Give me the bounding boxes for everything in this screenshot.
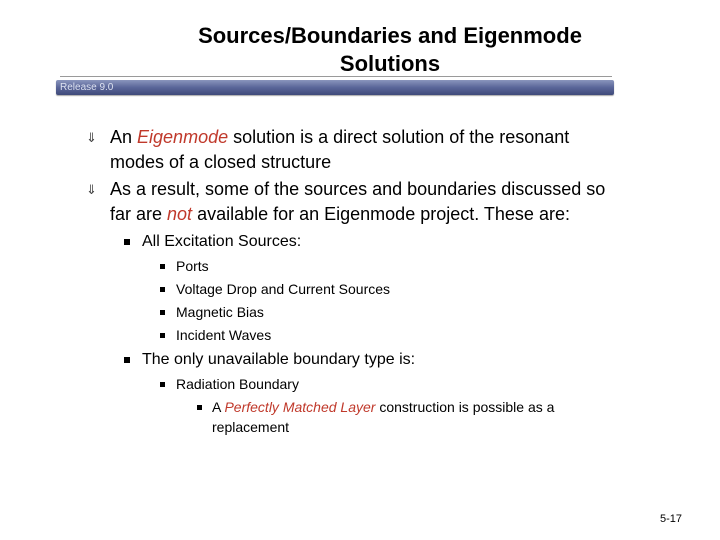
square-bullet-icon bbox=[160, 382, 165, 387]
bullet-text: solution is a direct solution of the resonant bbox=[228, 127, 570, 147]
arrow-bullet-icon: ⇓ bbox=[86, 182, 97, 197]
bullet-line bbox=[110, 125, 670, 150]
bullet-text: An bbox=[110, 127, 138, 147]
bullet-line: modes of a closed structure bbox=[110, 152, 332, 172]
list-item-voltage-current: Voltage Drop and Current Sources bbox=[176, 281, 391, 297]
excitation-sources-heading: All Excitation Sources: bbox=[142, 233, 302, 250]
release-label: Release 9.0 bbox=[60, 82, 114, 93]
bullet-line: As a result, some of the sources and boundaries discussed so bbox=[110, 179, 606, 199]
page-number: 5-17 bbox=[660, 513, 683, 525]
arrow-bullet-icon: ⇓ bbox=[86, 130, 97, 145]
bullet-line bbox=[110, 202, 670, 227]
list-item-radiation-boundary: Radiation Boundary bbox=[176, 376, 299, 392]
square-bullet-icon bbox=[124, 357, 130, 363]
pml-note bbox=[212, 397, 632, 437]
bullet-text: far are bbox=[110, 204, 168, 224]
square-bullet-icon bbox=[124, 239, 130, 245]
emphasis-not: not bbox=[167, 204, 193, 224]
bullet-line bbox=[212, 397, 632, 417]
list-item-incident-waves: Incident Waves bbox=[176, 327, 272, 343]
bullet-unavailable-intro bbox=[110, 177, 670, 227]
square-bullet-icon bbox=[160, 287, 165, 292]
square-bullet-icon bbox=[160, 310, 165, 315]
emphasis-pml: Perfectly Matched Layer bbox=[224, 399, 376, 415]
emphasis-eigenmode: Eigenmode bbox=[137, 127, 229, 147]
bullet-text: A bbox=[212, 399, 225, 415]
bullet-text: construction is possible as a bbox=[375, 399, 555, 415]
list-item-ports: Ports bbox=[176, 258, 209, 274]
square-bullet-icon bbox=[160, 264, 165, 269]
list-item-magnetic-bias: Magnetic Bias bbox=[176, 304, 264, 320]
bullet-eigenmode-definition bbox=[110, 125, 670, 175]
square-bullet-icon bbox=[197, 405, 202, 410]
slide-title-line1: Sources/Boundaries and Eigenmode bbox=[198, 23, 582, 48]
bullet-text: available for an Eigenmode project. These are: bbox=[192, 204, 570, 224]
bullet-line: replacement bbox=[212, 419, 290, 435]
slide-title-line2: Solutions bbox=[339, 51, 441, 76]
square-bullet-icon bbox=[160, 333, 165, 338]
boundary-heading: The only unavailable boundary type is: bbox=[142, 351, 416, 368]
